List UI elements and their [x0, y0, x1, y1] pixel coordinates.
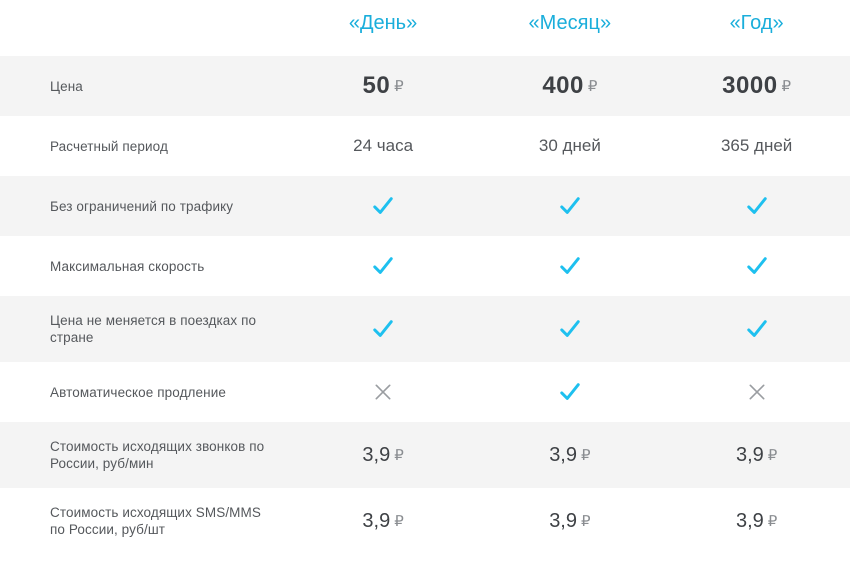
row-value-month — [476, 296, 663, 362]
table-row — [0, 116, 850, 176]
row-label: Цена не меняется в поездках по стране — [50, 313, 257, 345]
check-icon — [559, 195, 581, 217]
row-label: Максимальная скорость — [50, 258, 205, 274]
row-value-day — [290, 362, 477, 422]
check-icon — [746, 255, 768, 277]
currency-symbol: ₽ — [781, 78, 792, 95]
row-label: Без ограничений по трафику — [50, 198, 234, 214]
row-label: Стоимость исходящих SMS/MMS по России, руб/шт — [50, 505, 261, 537]
column-header-month: «Месяц» — [528, 12, 612, 34]
row-value-month — [476, 488, 663, 554]
row-value-month — [476, 56, 663, 116]
cross-icon — [373, 382, 393, 402]
cost-amount: 3,9 — [362, 443, 391, 466]
row-label: Расчетный период — [50, 138, 168, 154]
row-value-year — [663, 422, 850, 488]
row-value-day — [290, 422, 477, 488]
check-icon — [372, 195, 394, 217]
check-icon — [372, 255, 394, 277]
cross-icon — [747, 382, 767, 402]
period-text: 30 дней — [538, 136, 601, 155]
price-amount: 50 — [362, 72, 391, 99]
row-label: Автоматическое продление — [50, 384, 226, 400]
currency-symbol: ₽ — [581, 447, 591, 464]
table-row — [0, 488, 850, 554]
row-value-day — [290, 488, 477, 554]
row-value-year — [663, 488, 850, 554]
row-value-month — [476, 116, 663, 176]
table-header-row — [0, 0, 850, 56]
table-row — [0, 422, 850, 488]
currency-symbol: ₽ — [767, 513, 778, 530]
row-value-month — [476, 236, 663, 296]
price-amount: 400 — [542, 72, 584, 99]
check-icon — [559, 318, 581, 340]
row-value-year — [663, 296, 850, 362]
column-header-year: «Год» — [729, 12, 784, 34]
check-icon — [372, 318, 394, 340]
row-value-day — [290, 56, 477, 116]
cost-amount: 3,9 — [735, 443, 764, 466]
cost-amount: 3,9 — [362, 509, 391, 532]
row-value-month — [476, 362, 663, 422]
row-value-day — [290, 116, 477, 176]
row-value-month — [476, 176, 663, 236]
row-label: Стоимость исходящих звонков по России, руб/мин — [50, 439, 265, 471]
currency-symbol: ₽ — [394, 447, 404, 464]
column-header-day: «День» — [348, 12, 418, 34]
row-value-year — [663, 56, 850, 116]
table-row — [0, 296, 850, 362]
row-value-month — [476, 422, 663, 488]
check-icon — [746, 318, 768, 340]
price-amount: 3000 — [722, 72, 778, 99]
row-value-day — [290, 176, 477, 236]
row-label: Цена — [50, 78, 83, 94]
check-icon — [559, 381, 581, 403]
currency-symbol: ₽ — [581, 513, 591, 530]
period-text: 365 дней — [720, 136, 793, 155]
cost-amount: 3,9 — [549, 443, 577, 466]
currency-symbol: ₽ — [767, 447, 778, 464]
row-value-day — [290, 296, 477, 362]
row-value-year — [663, 176, 850, 236]
period-text: 24 часа — [353, 136, 414, 155]
cost-amount: 3,9 — [549, 509, 577, 532]
currency-symbol: ₽ — [394, 78, 404, 95]
row-value-day — [290, 236, 477, 296]
row-value-year — [663, 362, 850, 422]
check-icon — [559, 255, 581, 277]
table-row — [0, 176, 850, 236]
cost-amount: 3,9 — [735, 509, 764, 532]
currency-symbol: ₽ — [394, 513, 404, 530]
table-row — [0, 236, 850, 296]
check-icon — [746, 195, 768, 217]
row-value-year — [663, 116, 850, 176]
row-value-year — [663, 236, 850, 296]
currency-symbol: ₽ — [587, 78, 598, 95]
table-row — [0, 56, 850, 116]
table-row — [0, 362, 850, 422]
